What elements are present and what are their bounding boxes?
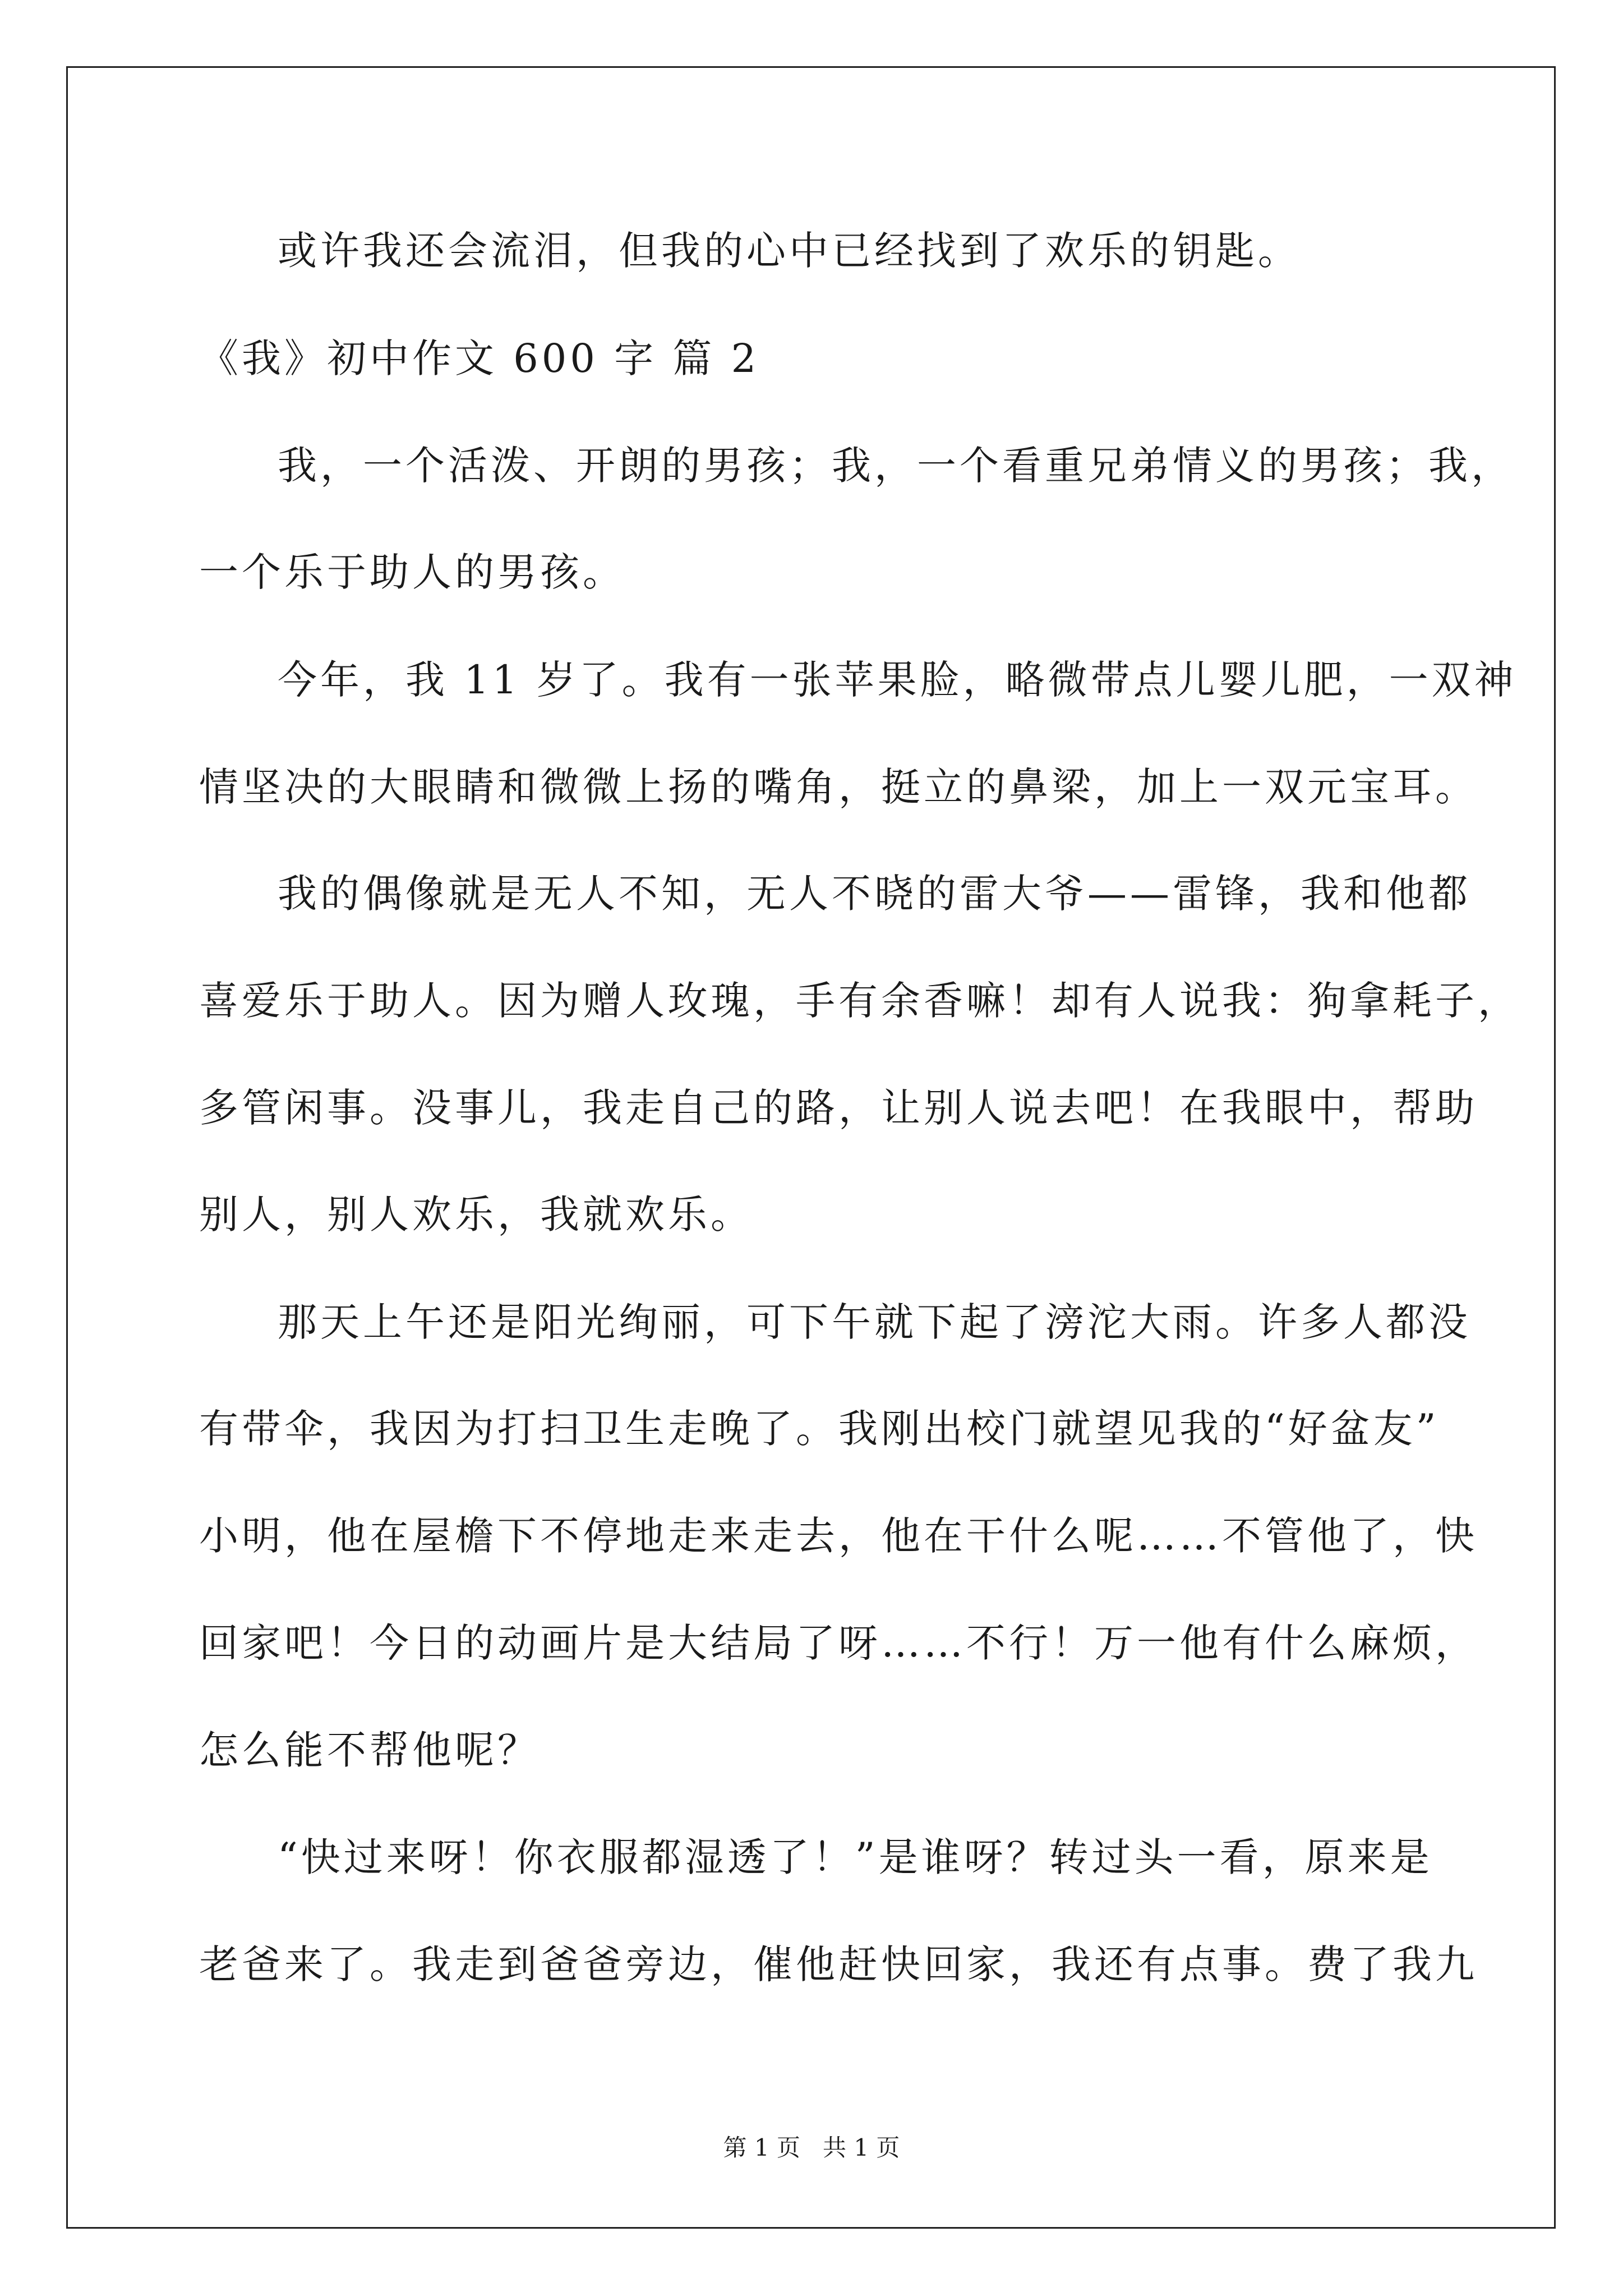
page-footer	[0, 2136, 1623, 2160]
paragraph-line: 别人，别人欢乐，我就欢乐。	[199, 1191, 753, 1237]
page-total: 共 1 页	[823, 2134, 900, 2161]
paragraph-line: “快过来呀！你衣服都湿透了！”是谁呀？转过头一看，原来是	[278, 1834, 1433, 1880]
page-number: 第 1 页	[723, 2134, 800, 2161]
paragraph-line: 老爸来了。我走到爸爸旁边，催他赶快回家，我还有点事。费了我九	[199, 1941, 1478, 1987]
section-heading: 《我》初中作文 600 字 篇 2	[199, 335, 760, 381]
paragraph-line: 有带伞，我因为打扫卫生走晚了。我刚出校门就望见我的“好盆友”	[199, 1406, 1440, 1452]
paragraph-line: 一个乐于助人的男孩。	[199, 549, 625, 595]
paragraph-line: 小明，他在屋檐下不停地走来走去，他在干什么呢……不管他了，快	[199, 1513, 1478, 1559]
paragraph-line: 情坚决的大眼睛和微微上扬的嘴角，挺立的鼻梁，加上一双元宝耳。	[199, 764, 1478, 810]
paragraph-line: 那天上午还是阳光绚丽，可下午就下起了滂沱大雨。许多人都没	[278, 1299, 1471, 1345]
paragraph-line: 怎么能不帮他呢？	[199, 1727, 540, 1773]
paragraph-line: 喜爱乐于助人。因为赠人玫瑰，手有余香嘛！却有人说我：狗拿耗子，	[199, 978, 1520, 1024]
paragraph-line: 或许我还会流泪，但我的心中已经找到了欢乐的钥匙。	[278, 228, 1301, 274]
paragraph-line: 我，一个活泼、开朗的男孩；我，一个看重兄弟情义的男孩；我，	[278, 443, 1514, 489]
paragraph-line: 多管闲事。没事儿，我走自己的路，让别人说去吧！在我眼中，帮助	[199, 1085, 1478, 1131]
paragraph-line: 今年，我 11 岁了。我有一张苹果脸，略微带点儿婴儿肥，一双神	[278, 657, 1517, 703]
paragraph-line: 我的偶像就是无人不知，无人不晓的雷大爷——雷锋，我和他都	[278, 871, 1471, 917]
page-border	[66, 66, 1556, 2229]
paragraph-line: 回家吧！今日的动画片是大结局了呀……不行！万一他有什么麻烦，	[199, 1620, 1478, 1666]
